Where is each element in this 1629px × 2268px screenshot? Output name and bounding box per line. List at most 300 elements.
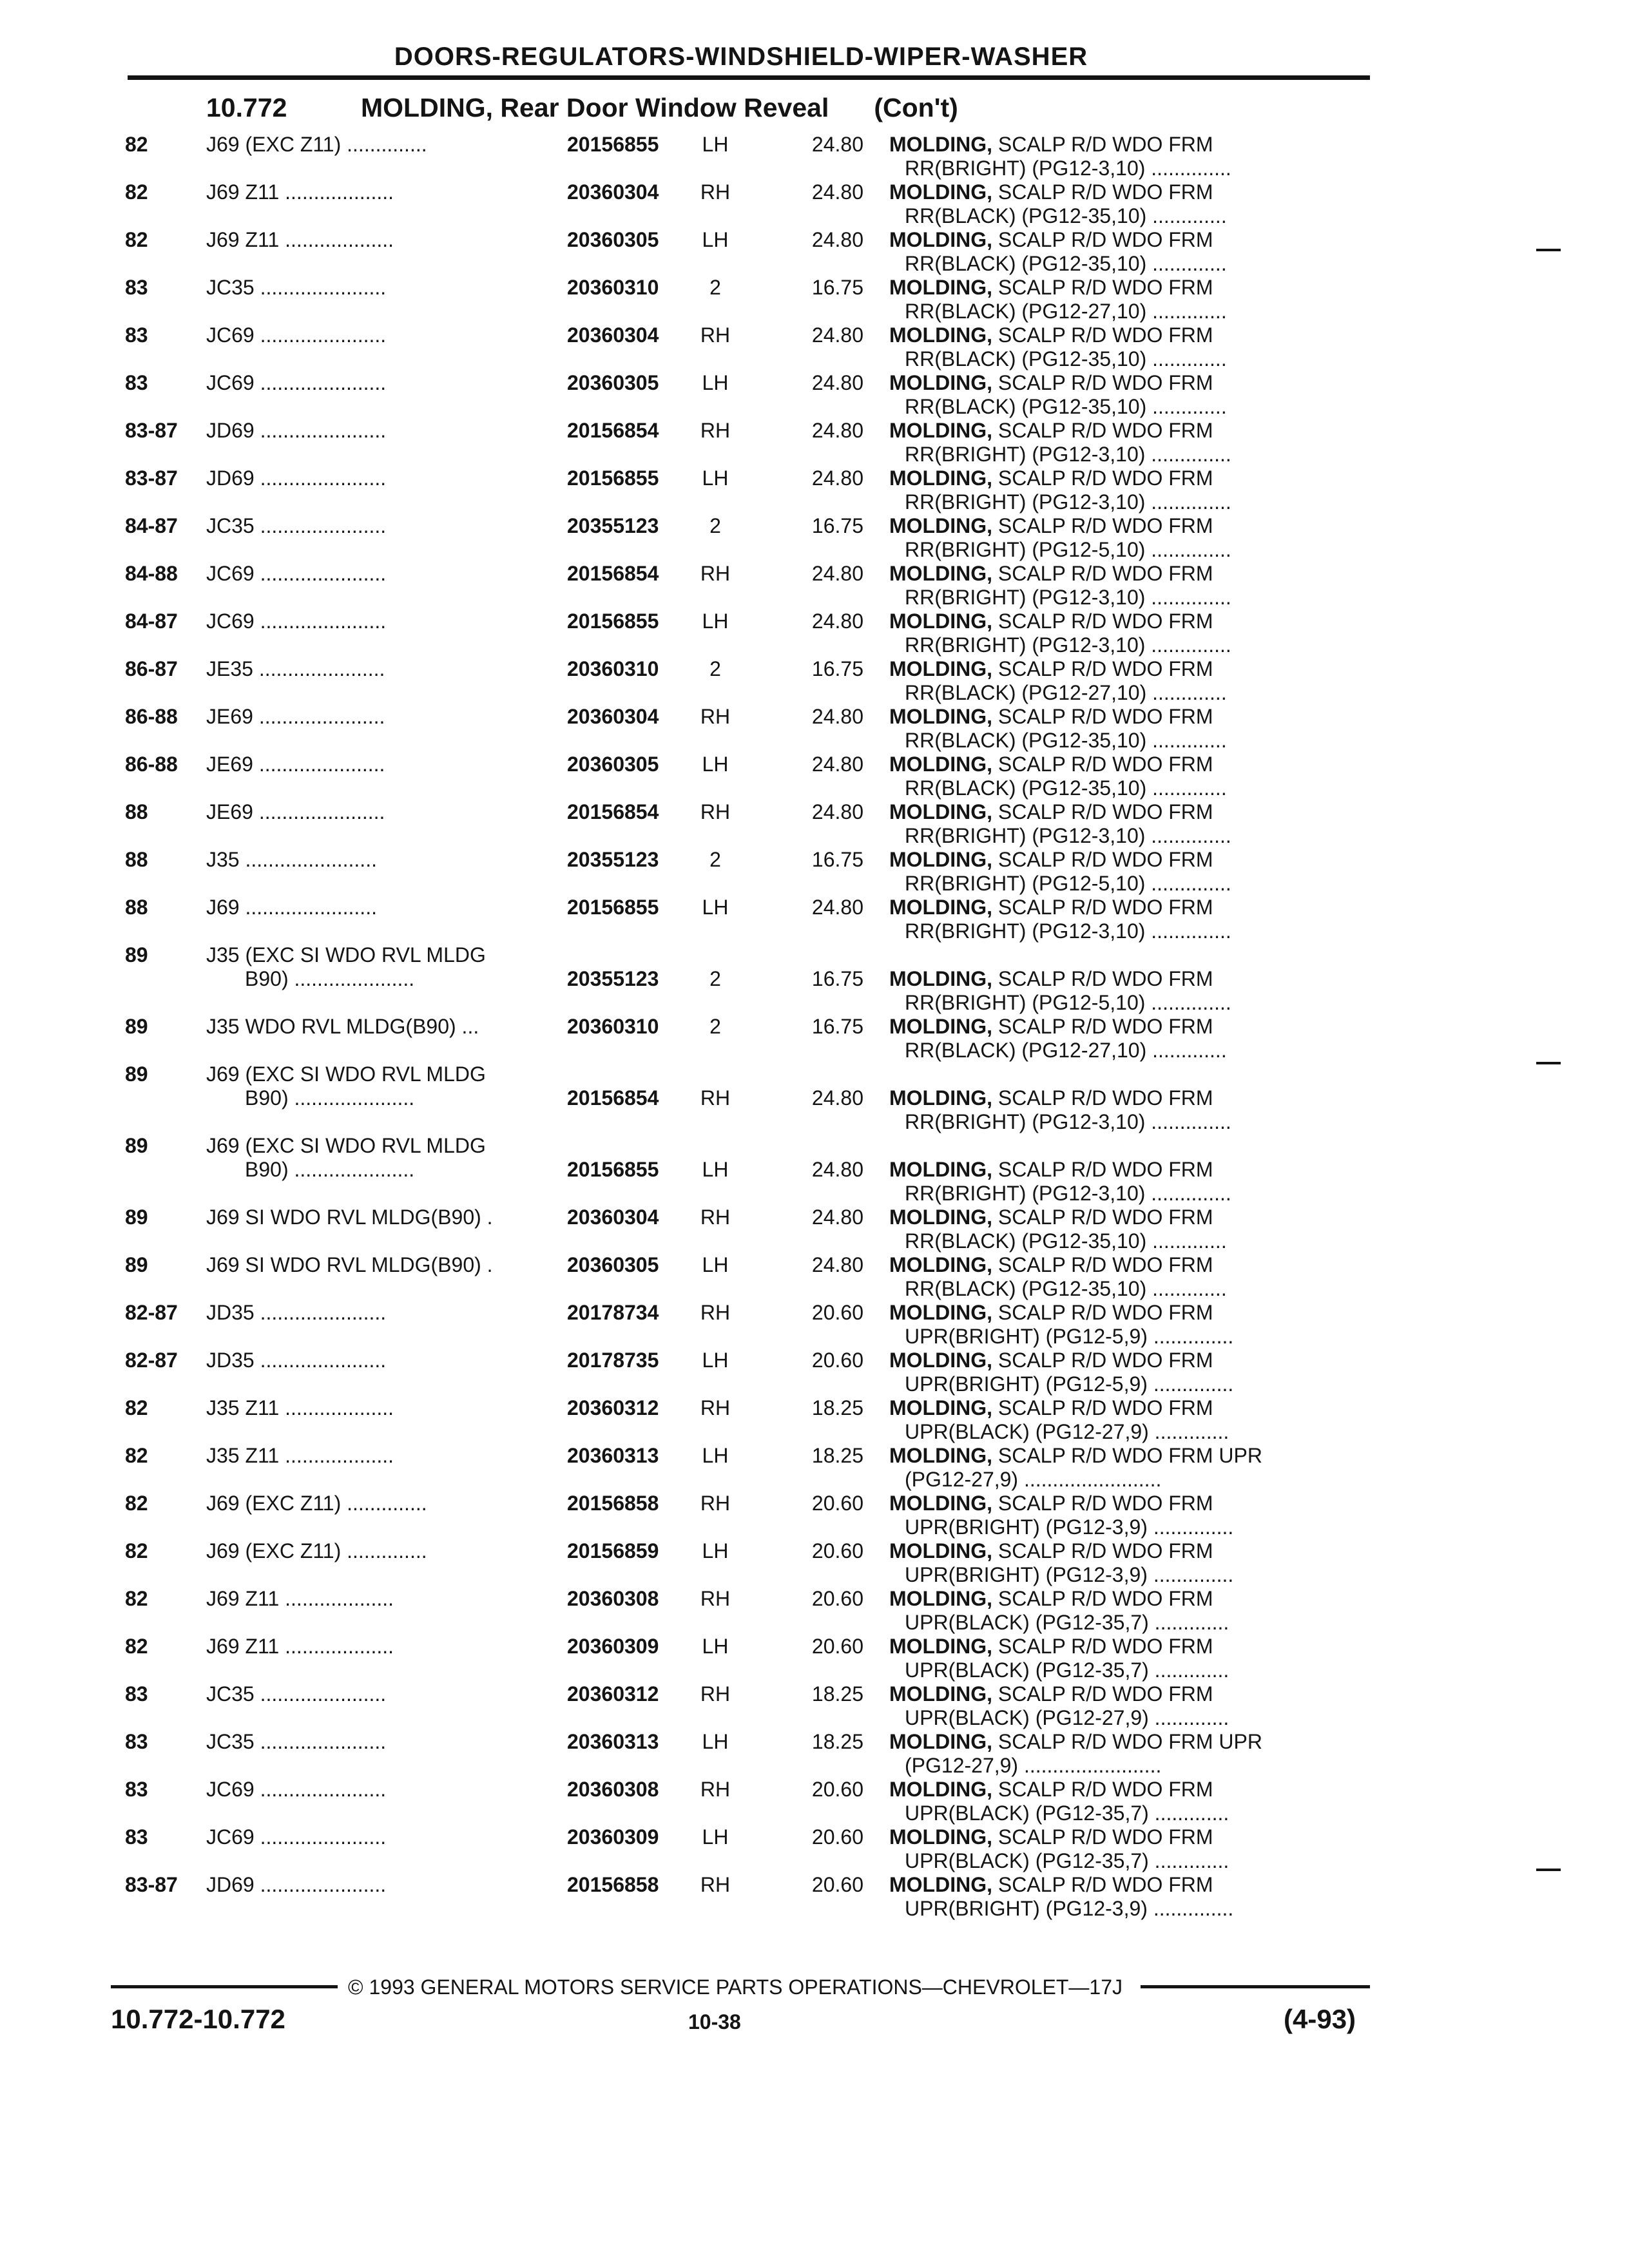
row-quantity: RH	[700, 1396, 731, 1419]
table-row	[0, 943, 1629, 1015]
row-year: 82-87	[125, 1301, 178, 1324]
row-description-cont: RR(BRIGHT) (PG12-5,10) ..............	[905, 991, 1231, 1014]
row-year: 89	[125, 1062, 148, 1086]
row-model: J69 (EXC Z11) ..............	[206, 1539, 427, 1562]
row-description-cont: RR(BLACK) (PG12-27,10) .............	[905, 1039, 1227, 1062]
row-quantity: 2	[709, 657, 721, 680]
row-year: 82	[125, 1587, 148, 1610]
row-part-number: 20355123	[567, 967, 659, 990]
row-description: MOLDING, SCALP R/D WDO FRM	[889, 1873, 1213, 1896]
row-year: 86-88	[125, 753, 178, 776]
row-description: MOLDING, SCALP R/D WDO FRM	[889, 1301, 1213, 1324]
table-row	[0, 228, 1629, 276]
row-quantity: RH	[700, 1778, 731, 1801]
row-description: MOLDING, SCALP R/D WDO FRM	[889, 1492, 1213, 1515]
table-row	[0, 1134, 1629, 1206]
row-quantity: RH	[700, 1206, 731, 1229]
row-description: MOLDING, SCALP R/D WDO FRM	[889, 466, 1213, 490]
row-description-cont: UPR(BRIGHT) (PG12-3,9) ..............	[905, 1515, 1234, 1539]
row-quantity: LH	[702, 1253, 729, 1276]
row-year: 83-87	[125, 466, 178, 490]
row-quantity: LH	[702, 1349, 729, 1372]
row-quantity: LH	[702, 1635, 729, 1658]
row-model: JC69 ......................	[206, 562, 387, 585]
row-year: 88	[125, 848, 148, 871]
row-quantity: RH	[700, 562, 731, 585]
row-year: 84-87	[125, 514, 178, 537]
row-description: MOLDING, SCALP R/D WDO FRM	[889, 1396, 1213, 1419]
row-description: MOLDING, SCALP R/D WDO FRM	[889, 967, 1213, 990]
table-row	[0, 1730, 1629, 1778]
row-model-line1: J69 (EXC SI WDO RVL MLDG	[206, 1062, 486, 1086]
row-part-number: 20360305	[567, 1253, 659, 1276]
row-price: 18.25	[811, 1444, 863, 1467]
row-part-number: 20360305	[567, 753, 659, 776]
table-row	[0, 133, 1629, 180]
row-year: 86-87	[125, 657, 178, 680]
row-quantity: RH	[700, 1682, 731, 1706]
row-quantity: RH	[700, 1873, 731, 1896]
row-price: 16.75	[811, 276, 863, 299]
row-price: 16.75	[811, 1015, 863, 1038]
row-quantity: LH	[702, 466, 729, 490]
row-description-cont: UPR(BLACK) (PG12-35,7) .............	[905, 1849, 1229, 1872]
row-price: 24.80	[811, 228, 863, 251]
row-description-cont: UPR(BLACK) (PG12-27,9) .............	[905, 1706, 1229, 1729]
table-row	[0, 1206, 1629, 1253]
row-year: 89	[125, 1206, 148, 1229]
section-number: 10.772	[206, 93, 287, 122]
row-year: 83	[125, 276, 148, 299]
row-description-cont: RR(BLACK) (PG12-27,10) .............	[905, 300, 1227, 323]
row-description-cont: RR(BLACK) (PG12-35,10) .............	[905, 204, 1227, 227]
row-part-number: 20156854	[567, 800, 659, 823]
row-year: 88	[125, 896, 148, 919]
row-part-number: 20360310	[567, 276, 659, 299]
row-part-number: 20156855	[567, 133, 659, 156]
row-description-cont: UPR(BLACK) (PG12-27,9) .............	[905, 1420, 1229, 1443]
row-model: J35 .......................	[206, 848, 377, 871]
row-description-cont: RR(BRIGHT) (PG12-3,10) ..............	[905, 824, 1231, 847]
table-row	[0, 562, 1629, 610]
table-row	[0, 1492, 1629, 1539]
row-quantity: LH	[702, 1730, 729, 1753]
row-price: 16.75	[811, 848, 863, 871]
row-part-number: 20360312	[567, 1682, 659, 1706]
row-price: 24.80	[811, 705, 863, 728]
table-row	[0, 848, 1629, 896]
row-year: 89	[125, 1253, 148, 1276]
table-row	[0, 753, 1629, 800]
row-price: 20.60	[811, 1873, 863, 1896]
row-description: MOLDING, SCALP R/D WDO FRM	[889, 419, 1213, 442]
table-row	[0, 466, 1629, 514]
row-quantity: RH	[700, 800, 731, 823]
row-description-cont: UPR(BLACK) (PG12-35,7) .............	[905, 1611, 1229, 1634]
row-description-cont: RR(BLACK) (PG12-35,10) .............	[905, 252, 1227, 275]
row-year: 83	[125, 1682, 148, 1706]
row-year: 82	[125, 1635, 148, 1658]
section-continued: (Con't)	[874, 93, 958, 122]
row-part-number: 20156858	[567, 1492, 659, 1515]
row-part-number: 20360313	[567, 1444, 659, 1467]
row-part-number: 20360305	[567, 371, 659, 394]
row-description-cont: RR(BLACK) (PG12-35,10) .............	[905, 395, 1227, 418]
row-year: 82	[125, 1492, 148, 1515]
row-price: 24.80	[811, 896, 863, 919]
margin-mark	[1536, 1062, 1561, 1064]
row-year: 82	[125, 133, 148, 156]
row-year: 83	[125, 323, 148, 347]
row-price: 20.60	[811, 1825, 863, 1849]
row-part-number: 20360304	[567, 180, 659, 204]
row-quantity: LH	[702, 1539, 729, 1562]
row-model: J69 .......................	[206, 896, 377, 919]
row-price: 16.75	[811, 514, 863, 537]
table-row	[0, 896, 1629, 943]
row-description: MOLDING, SCALP R/D WDO FRM UPR	[889, 1444, 1262, 1467]
row-quantity: RH	[700, 1086, 731, 1110]
table-row	[0, 323, 1629, 371]
row-price: 24.80	[811, 562, 863, 585]
row-description: MOLDING, SCALP R/D WDO FRM	[889, 1253, 1213, 1276]
row-model: J69 (EXC Z11) ..............	[206, 133, 427, 156]
footer-date-code: (4-93)	[1284, 2004, 1356, 2034]
row-model: JD69 ......................	[206, 466, 387, 490]
row-price: 24.80	[811, 1086, 863, 1110]
row-description: MOLDING, SCALP R/D WDO FRM	[889, 896, 1213, 919]
row-part-number: 20355123	[567, 848, 659, 871]
row-model: B90) .....................	[245, 1086, 415, 1110]
row-price: 24.80	[811, 466, 863, 490]
row-quantity: RH	[700, 1301, 731, 1324]
table-row	[0, 1635, 1629, 1682]
row-part-number: 20360308	[567, 1587, 659, 1610]
row-description-cont: RR(BLACK) (PG12-35,10) .............	[905, 347, 1227, 370]
row-model: JC35 ......................	[206, 514, 387, 537]
row-description: MOLDING, SCALP R/D WDO FRM	[889, 753, 1213, 776]
table-row	[0, 1873, 1629, 1921]
row-model: JC35 ......................	[206, 1682, 387, 1706]
row-quantity: RH	[700, 705, 731, 728]
row-year: 83	[125, 1778, 148, 1801]
row-price: 24.80	[811, 753, 863, 776]
row-description-cont: RR(BLACK) (PG12-35,10) .............	[905, 1229, 1227, 1253]
page-header-title: DOORS-REGULATORS-WINDSHIELD-WIPER-WASHER	[394, 43, 1088, 71]
row-part-number: 20156854	[567, 1086, 659, 1110]
row-part-number: 20360310	[567, 657, 659, 680]
row-description-cont: RR(BRIGHT) (PG12-3,10) ..............	[905, 157, 1231, 180]
row-price: 24.80	[811, 800, 863, 823]
row-quantity: RH	[700, 419, 731, 442]
margin-mark	[1536, 1869, 1561, 1871]
row-description-cont: RR(BLACK) (PG12-35,10) .............	[905, 776, 1227, 800]
row-model: JE69 ......................	[206, 705, 385, 728]
row-price: 20.60	[811, 1492, 863, 1515]
footer-page-number: 10-38	[688, 2010, 741, 2033]
row-description: MOLDING, SCALP R/D WDO FRM UPR	[889, 1730, 1262, 1753]
row-description: MOLDING, SCALP R/D WDO FRM	[889, 1015, 1213, 1038]
row-model: J69 Z11 ...................	[206, 228, 394, 251]
row-price: 24.80	[811, 1206, 863, 1229]
row-part-number: 20355123	[567, 514, 659, 537]
row-quantity: 2	[709, 967, 721, 990]
row-model: J35 Z11 ...................	[206, 1444, 394, 1467]
row-quantity: 2	[709, 276, 721, 299]
row-description: MOLDING, SCALP R/D WDO FRM	[889, 1086, 1213, 1110]
row-model: J35 WDO RVL MLDG(B90) ...	[206, 1015, 479, 1038]
row-description: MOLDING, SCALP R/D WDO FRM	[889, 371, 1213, 394]
row-model: JC69 ......................	[206, 610, 387, 633]
row-description-cont: UPR(BLACK) (PG12-35,7) .............	[905, 1658, 1229, 1682]
row-description: MOLDING, SCALP R/D WDO FRM	[889, 562, 1213, 585]
row-year: 89	[125, 943, 148, 966]
row-year: 84-87	[125, 610, 178, 633]
row-year: 83-87	[125, 419, 178, 442]
row-description: MOLDING, SCALP R/D WDO FRM	[889, 848, 1213, 871]
row-price: 18.25	[811, 1682, 863, 1706]
row-part-number: 20156855	[567, 896, 659, 919]
row-description-cont: UPR(BLACK) (PG12-35,7) .............	[905, 1802, 1229, 1825]
row-price: 20.60	[811, 1778, 863, 1801]
row-year: 86-88	[125, 705, 178, 728]
row-year: 82	[125, 180, 148, 204]
table-row	[0, 1778, 1629, 1825]
row-model: J69 (EXC Z11) ..............	[206, 1492, 427, 1515]
table-row	[0, 1682, 1629, 1730]
row-model: J69 Z11 ...................	[206, 1587, 394, 1610]
row-model: J69 Z11 ...................	[206, 1635, 394, 1658]
table-row	[0, 800, 1629, 848]
row-description-cont: UPR(BRIGHT) (PG12-3,9) ..............	[905, 1563, 1234, 1586]
row-price: 20.60	[811, 1539, 863, 1562]
row-year: 83-87	[125, 1873, 178, 1896]
row-description: MOLDING, SCALP R/D WDO FRM	[889, 276, 1213, 299]
section-heading	[206, 93, 958, 123]
row-price: 18.25	[811, 1396, 863, 1419]
row-part-number: 20156855	[567, 466, 659, 490]
row-part-number: 20360310	[567, 1015, 659, 1038]
row-description: MOLDING, SCALP R/D WDO FRM	[889, 705, 1213, 728]
table-row	[0, 514, 1629, 562]
row-model: JC35 ......................	[206, 1730, 387, 1753]
row-quantity: RH	[700, 1587, 731, 1610]
table-row	[0, 1825, 1629, 1873]
row-part-number: 20178734	[567, 1301, 659, 1324]
row-description: MOLDING, SCALP R/D WDO FRM	[889, 1778, 1213, 1801]
row-price: 20.60	[811, 1587, 863, 1610]
table-row	[0, 610, 1629, 657]
row-description: MOLDING, SCALP R/D WDO FRM	[889, 610, 1213, 633]
table-row	[0, 705, 1629, 753]
row-model: JD35 ......................	[206, 1301, 387, 1324]
row-price: 24.80	[811, 610, 863, 633]
row-price: 16.75	[811, 657, 863, 680]
row-description-cont: UPR(BRIGHT) (PG12-5,9) ..............	[905, 1325, 1234, 1348]
row-year: 83	[125, 1825, 148, 1849]
table-row	[0, 180, 1629, 228]
row-model-line1: J35 (EXC SI WDO RVL MLDG	[206, 943, 486, 966]
row-model: JD69 ......................	[206, 419, 387, 442]
row-price: 20.60	[811, 1301, 863, 1324]
row-model: JD35 ......................	[206, 1349, 387, 1372]
row-model: J69 SI WDO RVL MLDG(B90) .	[206, 1206, 493, 1229]
row-description-cont: RR(BRIGHT) (PG12-3,10) ..............	[905, 633, 1231, 657]
row-description-cont: RR(BRIGHT) (PG12-3,10) ..............	[905, 490, 1231, 514]
table-row	[0, 1396, 1629, 1444]
table-row	[0, 1349, 1629, 1396]
row-description-cont: RR(BRIGHT) (PG12-3,10) ..............	[905, 443, 1231, 466]
row-model: JE69 ......................	[206, 800, 385, 823]
row-quantity: LH	[702, 896, 729, 919]
row-description: MOLDING, SCALP R/D WDO FRM	[889, 1825, 1213, 1849]
table-row	[0, 1062, 1629, 1134]
row-description: MOLDING, SCALP R/D WDO FRM	[889, 657, 1213, 680]
row-year: 89	[125, 1015, 148, 1038]
row-price: 24.80	[811, 1253, 863, 1276]
row-description: MOLDING, SCALP R/D WDO FRM	[889, 1587, 1213, 1610]
row-description: MOLDING, SCALP R/D WDO FRM	[889, 1206, 1213, 1229]
row-model: JC69 ......................	[206, 1825, 387, 1849]
row-description: MOLDING, SCALP R/D WDO FRM	[889, 1349, 1213, 1372]
row-part-number: 20156854	[567, 419, 659, 442]
row-part-number: 20360304	[567, 1206, 659, 1229]
row-description-cont: RR(BLACK) (PG12-35,10) .............	[905, 729, 1227, 752]
row-description-cont: RR(BRIGHT) (PG12-3,10) ..............	[905, 1110, 1231, 1133]
footer-section-range: 10.772-10.772	[111, 2004, 285, 2034]
row-quantity: 2	[709, 1015, 721, 1038]
row-quantity: LH	[702, 371, 729, 394]
table-row	[0, 1587, 1629, 1635]
row-part-number: 20360304	[567, 705, 659, 728]
row-model: JE35 ......................	[206, 657, 385, 680]
row-description: MOLDING, SCALP R/D WDO FRM	[889, 800, 1213, 823]
row-quantity: LH	[702, 610, 729, 633]
row-quantity: LH	[702, 1158, 729, 1181]
row-price: 24.80	[811, 371, 863, 394]
row-quantity: RH	[700, 1492, 731, 1515]
table-row	[0, 276, 1629, 323]
table-row	[0, 371, 1629, 419]
row-model: JD69 ......................	[206, 1873, 387, 1896]
row-part-number: 20360309	[567, 1825, 659, 1849]
row-model: J69 Z11 ...................	[206, 180, 394, 204]
row-price: 18.25	[811, 1730, 863, 1753]
row-price: 24.80	[811, 1158, 863, 1181]
row-description: MOLDING, SCALP R/D WDO FRM	[889, 514, 1213, 537]
row-year: 83	[125, 1730, 148, 1753]
row-description-cont: RR(BRIGHT) (PG12-3,10) ..............	[905, 919, 1231, 943]
row-quantity: LH	[702, 133, 729, 156]
row-year: 89	[125, 1134, 148, 1157]
row-quantity: LH	[702, 753, 729, 776]
row-description-cont: RR(BRIGHT) (PG12-3,10) ..............	[905, 1182, 1231, 1205]
row-model: B90) .....................	[245, 1158, 415, 1181]
row-model: JC69 ......................	[206, 323, 387, 347]
row-model: J35 Z11 ...................	[206, 1396, 394, 1419]
row-description: MOLDING, SCALP R/D WDO FRM	[889, 180, 1213, 204]
row-description: MOLDING, SCALP R/D WDO FRM	[889, 1539, 1213, 1562]
row-year: 83	[125, 371, 148, 394]
row-model: JC69 ......................	[206, 1778, 387, 1801]
row-price: 16.75	[811, 967, 863, 990]
row-part-number: 20156858	[567, 1873, 659, 1896]
row-description-cont: UPR(BRIGHT) (PG12-5,9) ..............	[905, 1372, 1234, 1396]
row-description-cont: RR(BLACK) (PG12-27,10) .............	[905, 681, 1227, 704]
row-part-number: 20360313	[567, 1730, 659, 1753]
row-part-number: 20360305	[567, 228, 659, 251]
row-quantity: LH	[702, 228, 729, 251]
row-description: MOLDING, SCALP R/D WDO FRM	[889, 1635, 1213, 1658]
row-price: 20.60	[811, 1349, 863, 1372]
row-description: MOLDING, SCALP R/D WDO FRM	[889, 1682, 1213, 1706]
row-year: 82-87	[125, 1349, 178, 1372]
row-year: 82	[125, 1444, 148, 1467]
row-model: JC35 ......................	[206, 276, 387, 299]
table-row	[0, 1444, 1629, 1492]
table-row	[0, 657, 1629, 705]
row-price: 24.80	[811, 323, 863, 347]
row-model: B90) .....................	[245, 967, 415, 990]
row-model: JE69 ......................	[206, 753, 385, 776]
row-price: 24.80	[811, 180, 863, 204]
section-title: MOLDING, Rear Door Window Reveal	[361, 93, 829, 122]
row-model-line1: J69 (EXC SI WDO RVL MLDG	[206, 1134, 486, 1157]
table-row	[0, 1539, 1629, 1587]
row-model: JC69 ......................	[206, 371, 387, 394]
row-part-number: 20360312	[567, 1396, 659, 1419]
row-price: 24.80	[811, 133, 863, 156]
row-quantity: RH	[700, 323, 731, 347]
row-year: 82	[125, 1539, 148, 1562]
row-description-cont: UPR(BRIGHT) (PG12-3,9) ..............	[905, 1897, 1234, 1920]
row-description-cont: RR(BRIGHT) (PG12-5,10) ..............	[905, 538, 1231, 561]
footer-rule-left	[111, 1985, 338, 1988]
row-description-cont: RR(BLACK) (PG12-35,10) .............	[905, 1277, 1227, 1300]
row-quantity: RH	[700, 180, 731, 204]
row-year: 82	[125, 228, 148, 251]
row-year: 84-88	[125, 562, 178, 585]
row-part-number: 20178735	[567, 1349, 659, 1372]
row-description: MOLDING, SCALP R/D WDO FRM	[889, 323, 1213, 347]
row-part-number: 20156855	[567, 610, 659, 633]
parts-table	[0, 133, 1629, 1921]
row-part-number: 20156855	[567, 1158, 659, 1181]
row-part-number: 20156854	[567, 562, 659, 585]
footer-rule-right	[1141, 1985, 1370, 1988]
row-description-cont: RR(BRIGHT) (PG12-5,10) ..............	[905, 872, 1231, 895]
row-description-cont: RR(BRIGHT) (PG12-3,10) ..............	[905, 586, 1231, 609]
row-description: MOLDING, SCALP R/D WDO FRM	[889, 1158, 1213, 1181]
footer-copyright: © 1993 GENERAL MOTORS SERVICE PARTS OPERATIONS—CHEVROLET—17J	[348, 1975, 1123, 1999]
row-model: J69 SI WDO RVL MLDG(B90) .	[206, 1253, 493, 1276]
table-row	[0, 1301, 1629, 1349]
table-row	[0, 1253, 1629, 1301]
row-description-cont: (PG12-27,9) ........................	[905, 1468, 1162, 1491]
row-year: 82	[125, 1396, 148, 1419]
row-year: 88	[125, 800, 148, 823]
row-part-number: 20360308	[567, 1778, 659, 1801]
row-quantity: 2	[709, 514, 721, 537]
row-quantity: LH	[702, 1825, 729, 1849]
row-description: MOLDING, SCALP R/D WDO FRM	[889, 228, 1213, 251]
table-row	[0, 1015, 1629, 1062]
row-description: MOLDING, SCALP R/D WDO FRM	[889, 133, 1213, 156]
row-quantity: 2	[709, 848, 721, 871]
row-description-cont: (PG12-27,9) ........................	[905, 1754, 1162, 1777]
margin-mark	[1536, 249, 1561, 251]
row-part-number: 20156859	[567, 1539, 659, 1562]
